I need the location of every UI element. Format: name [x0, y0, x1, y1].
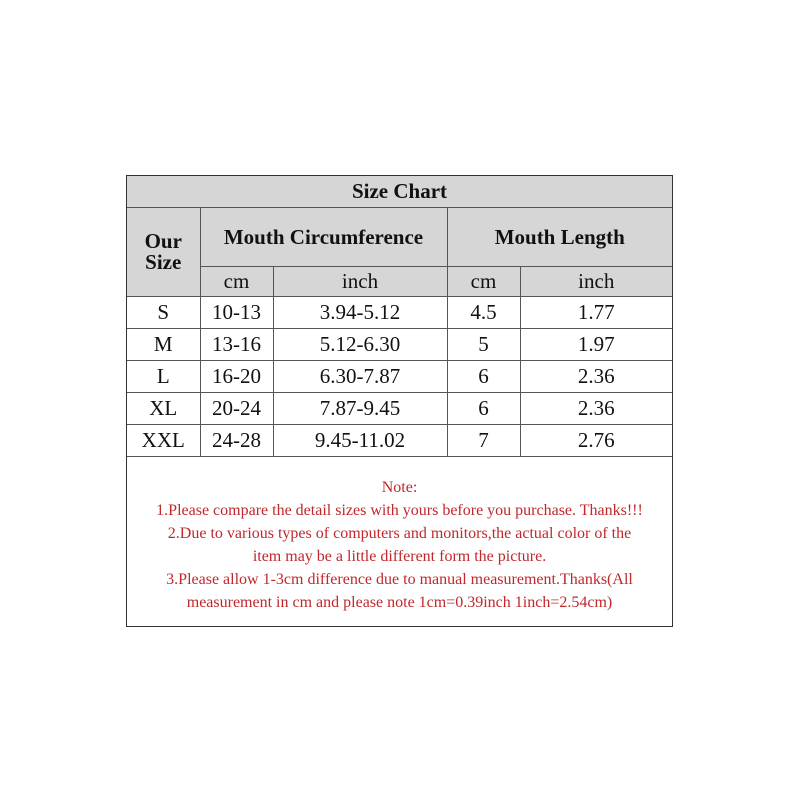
circ-inch-cell: 3.94-5.12 [273, 297, 447, 329]
mouth-length-header: Mouth Length [447, 208, 672, 267]
unit-len-cm: cm [447, 267, 520, 297]
size-cell: L [127, 361, 200, 393]
len-inch-cell: 2.36 [520, 393, 672, 425]
circ-cm-cell: 24-28 [200, 425, 273, 457]
note-line: item may be a little different form the picture. [252, 548, 547, 565]
note-line: 1.Please compare the detail sizes with yours before you purchase. Thanks!!! [156, 502, 643, 519]
note-heading: Note: [381, 479, 418, 496]
size-table [127, 176, 672, 457]
table-title: Size Chart [127, 176, 672, 208]
note-line: 2.Due to various types of computers and monitors,the actual color of the [167, 525, 632, 542]
our-size-line2: Size [145, 250, 182, 274]
len-cm-cell: 4.5 [447, 297, 520, 329]
circ-inch-cell: 9.45-11.02 [273, 425, 447, 457]
len-inch-cell: 2.36 [520, 361, 672, 393]
table-row [127, 297, 672, 329]
table-row [127, 425, 672, 457]
note-line: 3.Please allow 1-3cm difference due to manual measurement.Thanks(All [166, 571, 633, 588]
len-inch-cell: 2.76 [520, 425, 672, 457]
circ-cm-cell: 10-13 [200, 297, 273, 329]
circ-cm-cell: 16-20 [200, 361, 273, 393]
circ-inch-cell: 5.12-6.30 [273, 329, 447, 361]
circ-inch-cell: 7.87-9.45 [273, 393, 447, 425]
len-inch-cell: 1.97 [520, 329, 672, 361]
size-cell: S [127, 297, 200, 329]
size-cell: XXL [127, 425, 200, 457]
unit-circ-inch: inch [273, 267, 447, 297]
circ-inch-cell: 6.30-7.87 [273, 361, 447, 393]
len-cm-cell: 5 [447, 329, 520, 361]
mouth-circumference-header: Mouth Circumference [200, 208, 447, 267]
table-row [127, 393, 672, 425]
table-row [127, 329, 672, 361]
len-inch-cell: 1.77 [520, 297, 672, 329]
size-cell: XL [127, 393, 200, 425]
note-line: measurement in cm and please note 1cm=0.39inch 1inch=2.54cm) [186, 594, 613, 611]
len-cm-cell: 6 [447, 393, 520, 425]
size-chart [126, 175, 673, 627]
our-size-header [127, 208, 200, 297]
our-size-line1: Our [144, 229, 182, 253]
len-cm-cell: 6 [447, 361, 520, 393]
len-cm-cell: 7 [447, 425, 520, 457]
circ-cm-cell: 20-24 [200, 393, 273, 425]
table-row [127, 361, 672, 393]
circ-cm-cell: 13-16 [200, 329, 273, 361]
note-section [127, 476, 672, 614]
unit-len-inch: inch [520, 267, 672, 297]
unit-circ-cm: cm [200, 267, 273, 297]
size-cell: M [127, 329, 200, 361]
